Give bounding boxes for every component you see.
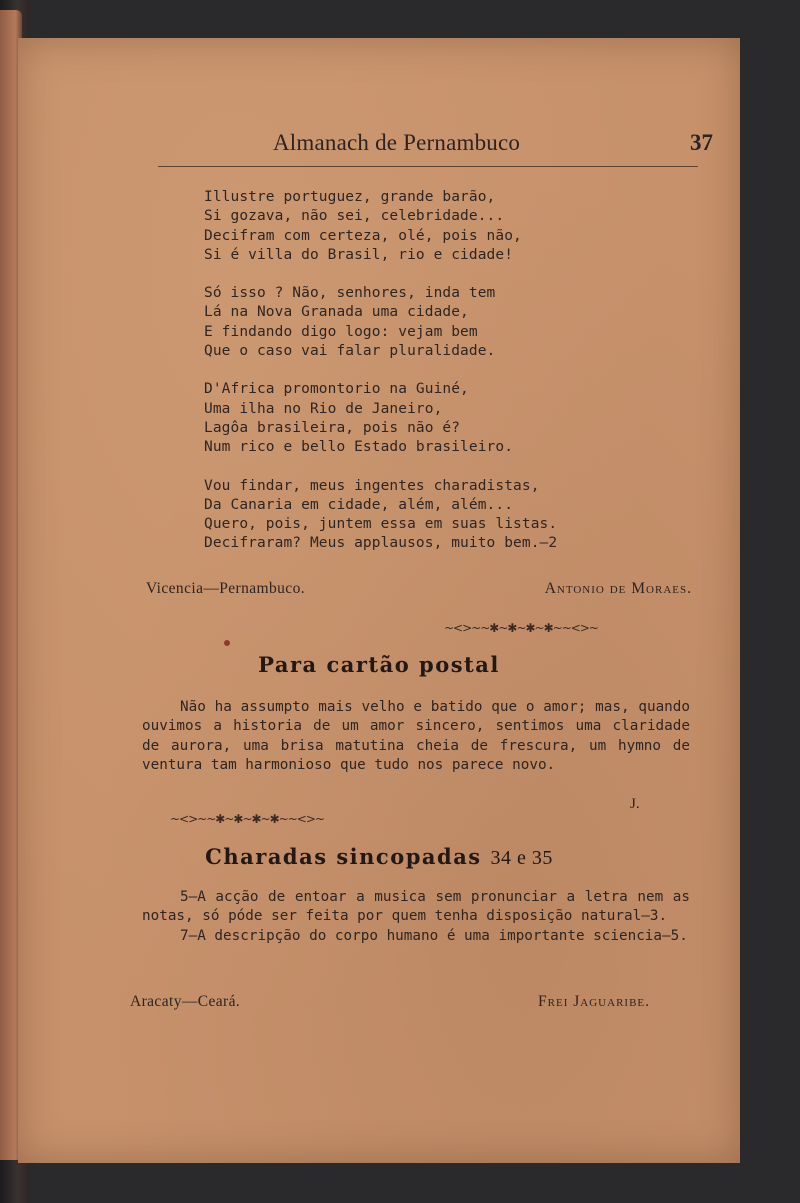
charadas-title: Charadas sincopadas [205,844,482,869]
poem-line: Vou findar, meus ingentes charadistas, [204,477,540,494]
poem-line: Da Canaria em cidade, além, além... [204,496,514,513]
poem-line: Si é villa do Brasil, rio e cidade! [204,246,514,263]
poem-stanza [204,188,624,265]
poem-line: Só isso ? Não, senhores, inda tem [204,285,496,302]
header-title: Almanach de Pernambuco [273,130,521,155]
postal-author-initial: J. [630,796,640,812]
poem-stanza [204,284,624,361]
ornament-divider: ~<>~~✱~✱~✱~✱~~<>~ [170,812,324,826]
charadas-text [142,888,690,946]
poem-line: Decifraram? Meus applausos, muito bem.—2 [204,535,558,552]
postal-text [142,698,690,776]
poem [204,188,624,573]
ink-spot [224,640,230,646]
poem-line: Decifram com certeza, olé, pois não, [204,227,522,244]
running-header [273,130,713,164]
section-title-charadas [18,844,740,870]
charadas-numbers: 34 e 35 [490,847,553,869]
charadas-signature [130,993,650,1015]
poem-line: Que o caso vai falar pluralidade. [204,343,496,360]
charada-item: 7—A descripção do corpo humano é uma importante sciencia—5. [180,927,688,944]
charadas-place: Aracaty—Ceará. [130,993,241,1010]
poem-line: Illustre portuguez, grande barão, [204,189,496,205]
header-rule [158,166,698,167]
poem-line: D'Africa promontorio na Guiné, [204,381,469,398]
poem-line: Uma ilha no Rio de Janeiro, [204,400,443,417]
poem-line: E findando digo logo: vejam bem [204,323,478,340]
poem-stanza [204,380,624,457]
poem-line: Lagôa brasileira, pois não é? [204,419,461,436]
poem-line: Lá na Nova Granada uma cidade, [204,304,469,321]
poem-signature [146,580,692,602]
page-number: 37 [690,130,713,155]
postal-paragraph: Não ha assumpto mais velho e batido que o amor; mas, quando ouvimos a historia de um amor sincero, sentimos uma claridade de aurora, uma brisa matutina cheia de frescura, um hymno de ventura tam harmonioso que tudo nos parece novo. [142,699,690,774]
poem-author: Antonio de Moraes. [544,580,692,597]
poem-stanza [204,477,624,554]
poem-line: Quero, pois, juntem essa em suas listas. [204,516,558,533]
ornament-divider: ~<>~~✱~✱~✱~✱~~<>~ [444,621,598,635]
section-title-postal: Para cartão postal [258,652,500,677]
poem-place: Vicencia—Pernambuco. [146,580,305,597]
book-page [18,38,740,1163]
charadas-author: Frei Jaguaribe. [538,993,650,1010]
poem-line: Num rico e bello Estado brasileiro. [204,439,514,456]
poem-line: Si gozava, não sei, celebridade... [204,208,505,225]
charada-item: 5—A acção de entoar a musica sem pronunciar a letra nem as notas, só póde ser feita por quem tenha disposição natural—3. [142,889,690,925]
